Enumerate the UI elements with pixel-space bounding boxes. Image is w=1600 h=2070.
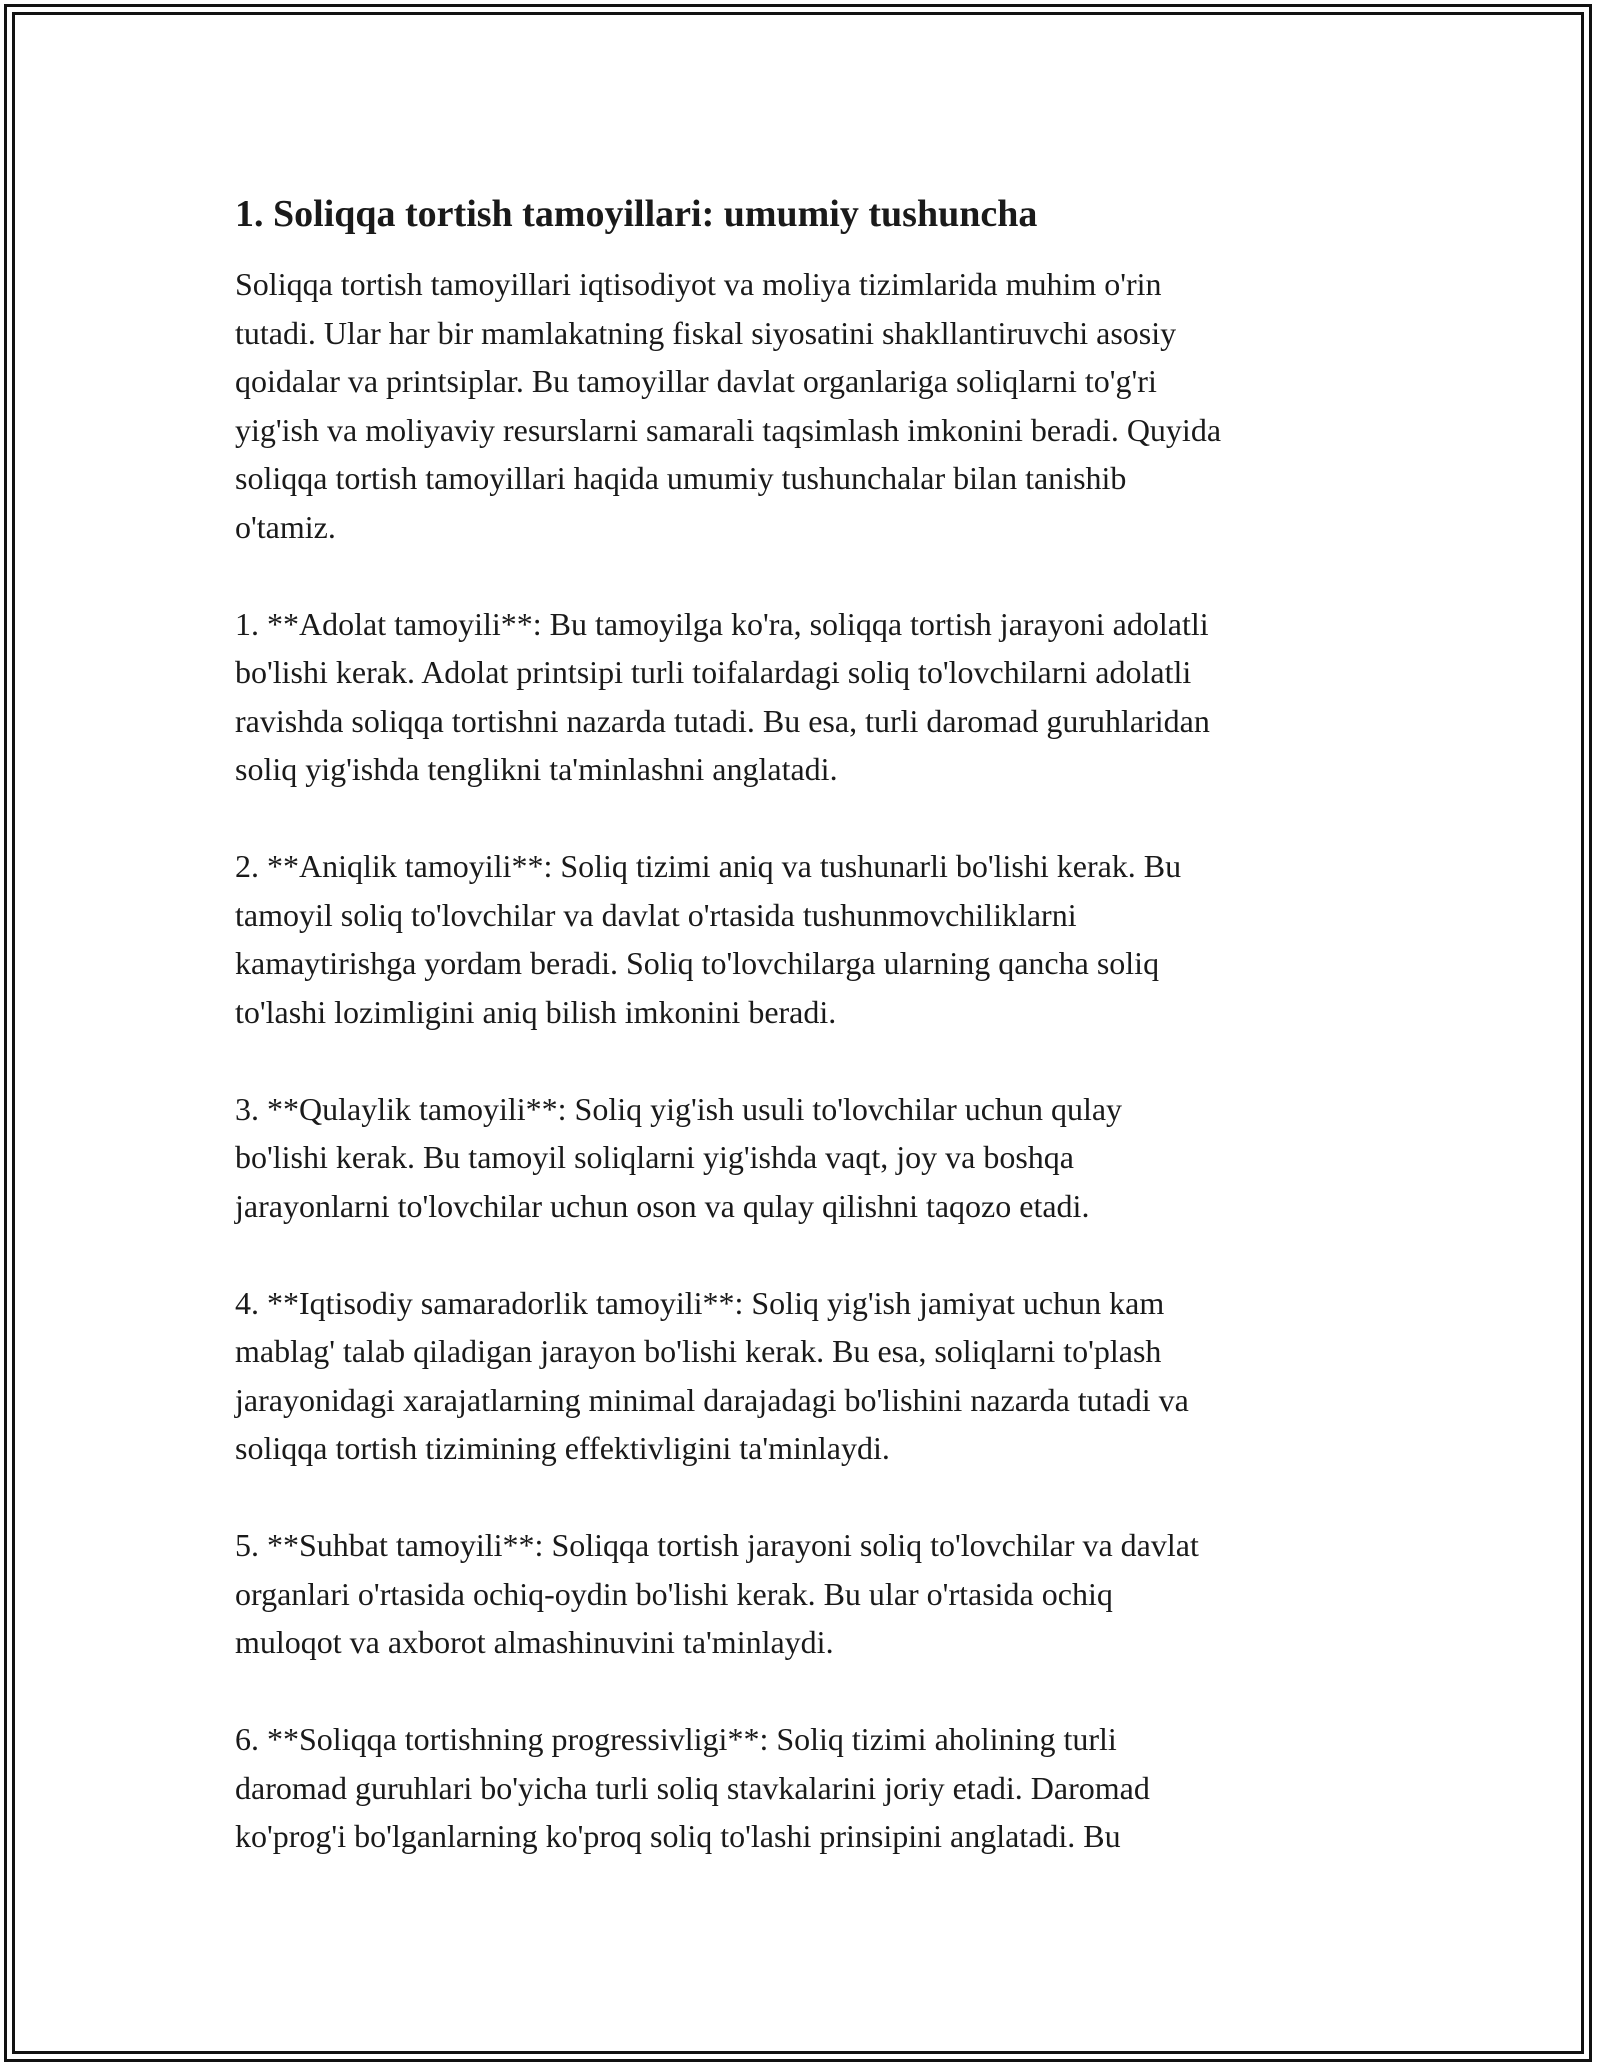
text-line: soliqqa tortish tamoyillari haqida umumiy tushunchalar bilan tanishib [235,460,1127,496]
text-line: soliq yig'ishda tenglikni ta'minlashni anglatadi. [235,751,838,787]
paragraph [235,842,1385,1036]
paragraph [235,600,1385,794]
text-line: 4. **Iqtisodiy samaradorlik tamoyili**: Soliq yig'ish jamiyat uchun kam [235,1284,1165,1321]
paragraph [235,260,1385,551]
paragraph [235,1085,1385,1231]
text-line: jarayonidagi xarajatlarning minimal darajadagi bo'lishini nazarda tutadi va [235,1381,1189,1418]
text-line: Soliqqa tortish tamoyillari iqtisodiyot va moliya tizimlarida muhim o'rin [235,266,1162,302]
text-line: 6. **Soliqqa tortishning progressivligi**: Soliq tizimi aholining turli [235,1721,1117,1757]
text-line: qoidalar va printsiplar. Bu tamoyillar davlat organlariga soliqlarni to'g'ri [235,363,1157,399]
text-line: daromad guruhlari bo'yicha turli soliq stavkalarini joriy etadi. Daromad [235,1769,1150,1806]
text-line: muloqot va axborot almashinuvini ta'minlaydi. [235,1624,834,1660]
text-line: jarayonlarni to'lovchilar uchun oson va qulay qilishni taqozo etadi. [235,1187,1090,1224]
text-line: 3. **Qulaylik tamoyili**: Soliq yig'ish usuli to'lovchilar uchun qulay [235,1090,1123,1127]
paragraph-list [235,260,1385,1861]
text-line: ravishda soliqqa tortishni nazarda tutadi. Bu esa, turli daromad guruhlaridan [235,702,1210,739]
paragraph [235,1279,1385,1473]
text-line: bo'lishi kerak. Adolat printsipi turli toifalardagi soliq to'lovchilarni adolatli [235,654,1192,690]
section-heading: 1. Soliqqa tortish tamoyillari: umumiy tushuncha [235,193,1038,235]
text-line: 5. **Suhbat tamoyili**: Soliqqa tortish jarayoni soliq to'lovchilar va davlat [235,1527,1199,1563]
text-line: kamaytirishga yordam beradi. Soliq to'lovchilarga ularning qancha soliq [235,945,1160,981]
text-line: ko'prog'i bo'lganlarning ko'proq soliq to'lashi prinsipini anglatadi. Bu [235,1818,1121,1854]
text-line: mablag' talab qiladigan jarayon bo'lishi kerak. Bu esa, soliqlarni to'plash [235,1333,1162,1369]
text-line: soliqqa tortish tizimining effektivligini ta'minlaydi. [235,1430,890,1466]
text-line: tamoyil soliq to'lovchilar va davlat o'rtasida tushunmovchiliklarni [235,896,1077,933]
text-line: bo'lishi kerak. Bu tamoyil soliqlarni yig'ishda vaqt, joy va boshqa [235,1139,1074,1175]
paragraph [235,1521,1385,1667]
text-line: 2. **Aniqlik tamoyili**: Soliq tizimi aniq va tushunarli bo'lishi kerak. Bu [235,848,1182,884]
text-line: to'lashi lozimligini aniq bilish imkonini beradi. [235,993,837,1030]
text-line: 1. **Adolat tamoyili**: Bu tamoyilga ko'ra, soliqqa tortish jarayoni adolatli [235,605,1209,642]
paragraph [235,1715,1385,1861]
document-body [235,188,1385,1909]
text-line: o'tamiz. [235,508,336,545]
text-line: tutadi. Ular har bir mamlakatning fiskal siyosatini shakllantiruvchi asosiy [235,314,1177,351]
text-line: yig'ish va moliyaviy resurslarni samarali taqsimlash imkonini beradi. Quyida [235,411,1222,448]
text-line: organlari o'rtasida ochiq-oydin bo'lishi kerak. Bu ular o'rtasida ochiq [235,1575,1113,1612]
